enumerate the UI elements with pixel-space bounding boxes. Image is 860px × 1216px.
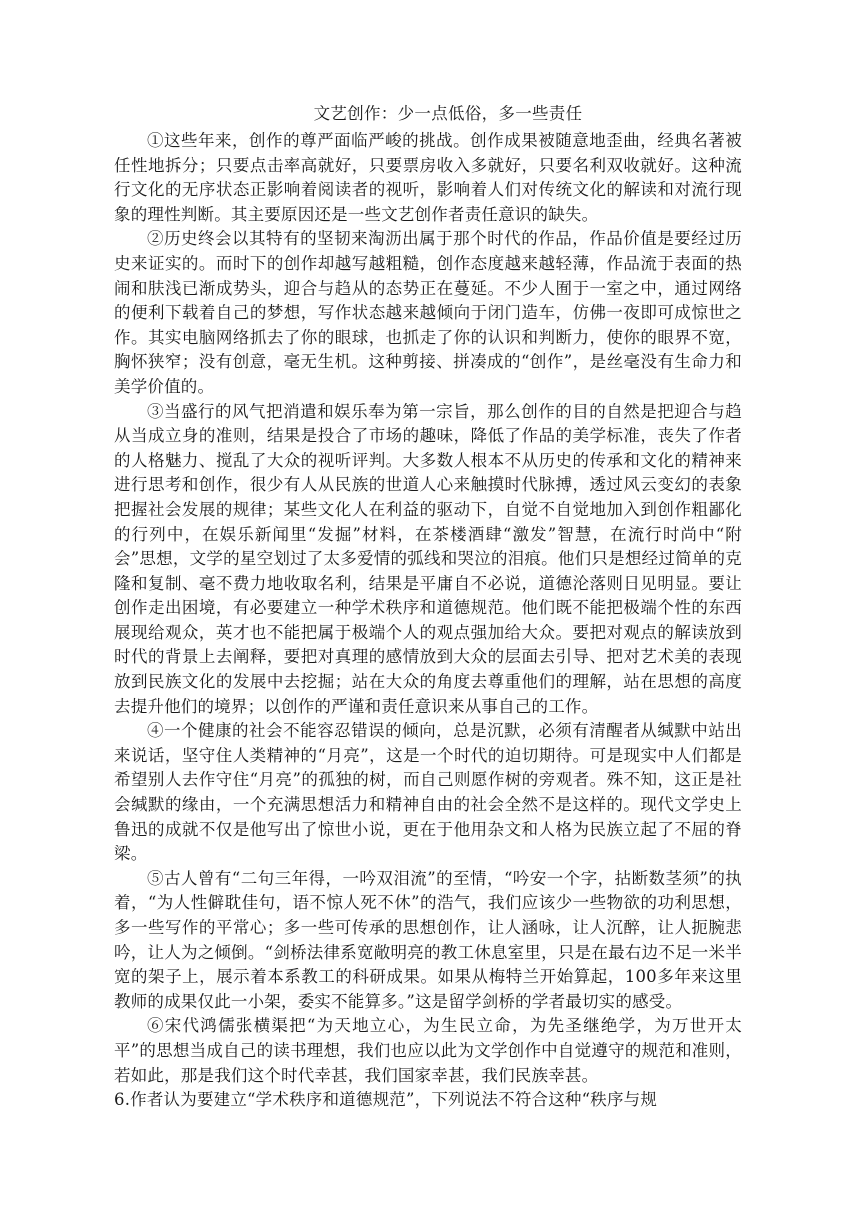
paragraph-6: ⑥宋代鸿儒张横渠把“为天地立心，为生民立命，为先圣继绝学，为万世开太平”的思想当成自己的读书理想，我们也应以此为文学创作中自觉遵守的规范和准则，若如此，那是我们这个时代幸甚，我们国家幸甚，我们民族幸甚。 (114, 1016, 742, 1085)
question-6: 6.作者认为要建立“学术秩序和道德规范”，下列说法不符合这种“秩序与规 (114, 1090, 658, 1110)
paragraph-1: ①这些年来，创作的尊严面临严峻的挑战。创作成果被随意地歪曲，经典名著被任性地拆分；只要点击率高就好，只要票房收入多就好，只要名利双收就好。这种流行文化的无序状态正影响着阅读者的视听，影响着人们对传统文化的解读和对流行现象的理性判断。其主要原因还是一些文艺创作者责任意识的缺失。 (114, 131, 742, 224)
paragraph-3: ③当盛行的风气把消遣和娱乐奉为第一宗旨，那么创作的目的自然是把迎合与趋从当成立身的准则，结果是投合了市场的趣味，降低了作品的美学标准，丧失了作者的人格魅力、搅乱了大众的视听评判。大多数人根本不从历史的传承和文化的精神来进行思考和创作，很少有人从民族的世道人心来触摸时代脉搏，透过风云变幻的表象把握社会发展的规律；某些文化人在利益的驱动下，自觉不自觉地加入到创作粗鄙化的行列中，在娱乐新闻里“发掘”材料，在茶楼酒肆“激发”智慧，在流行时尚中“附会”思想，文学的星空划过了太多爱情的弧线和哭泣的泪痕。他们只是想经过简单的克隆和复制、毫不费力地收取名利，结果是平庸自不必说，道德沦落则日见明显。要让创作走出困境，有必要建立一种学术秩序和道德规范。他们既不能把极端个性的东西展现给观众，英才也不能把属于极端个人的观点强加给大众。要把对观点的解读放到时代的背景上去阐释，要把对真理的感情放到大众的层面去引导、把对艺术美的表现放到民族文化的发展中去挖掘；站在大众的角度去尊重他们的理解，站在思想的高度去提升他们的境界；以创作的严谨和责任意识来从事自己的工作。 (114, 401, 742, 716)
document-page (114, 100, 742, 1113)
paragraph-4: ④一个健康的社会不能容忍错误的倾向，总是沉默，必须有清醒者从缄默中站出来说话，坚守住人类精神的“月亮”，这是一个时代的迫切期待。可是现实中人们都是希望别人去作守住“月亮”的孤独的树，而自己则愿作树的旁观者。殊不知，这正是社会缄默的缘由，一个充满思想活力和精神自由的社会全然不是这样的。现代文学史上鲁迅的成就不仅是他写出了惊世小说，更在于他用杂文和人格为民族立起了不屈的脊梁。 (114, 721, 742, 864)
paragraph-5: ⑤古人曾有“二句三年得，一吟双泪流”的至情，“吟安一个字，拈断数茎须”的执着，“为人性僻耽佳句，语不惊人死不休”的浩气，我们应该少一些物欲的功利思想，多一些写作的平常心；多一些可传承的思想创作，让人涵咏，让人沉醉，让人扼腕悲吟，让人为之倾倒。“剑桥法律系宽敞明亮的教工休息室里，只是在最右边不足一米半宽的架子上，展示着本系教工的科研成果。如果从梅特兰开始算起，100多年来这里教师的成果仅此一小架，委实不能算多。”这是留学剑桥的学者最切实的感受。 (114, 868, 742, 1011)
paragraph-2: ②历史终会以其特有的坚韧来淘沥出属于那个时代的作品，作品价值是要经过历史来证实的。而时下的创作却越写越粗糙，创作态度越来越轻薄，作品流于表面的热闹和肤浅已渐成势头，迎合与趋从的态势正在蔓延。不少人囿于一室之中，通过网络的便利下载着自己的梦想，写作状态越来越倾向于闭门造车，仿佛一夜即可成惊世之作。其实电脑网络抓去了你的眼球，也抓走了你的认识和判断力，使你的眼界不宽，胸怀狭窄；没有创意，毫无生机。这种剪接、拼凑成的“创作”，是丝毫没有生命力和美学价值的。 (114, 229, 742, 396)
article-title: 文艺创作：少一点低俗，多一些责任 (313, 104, 583, 123)
